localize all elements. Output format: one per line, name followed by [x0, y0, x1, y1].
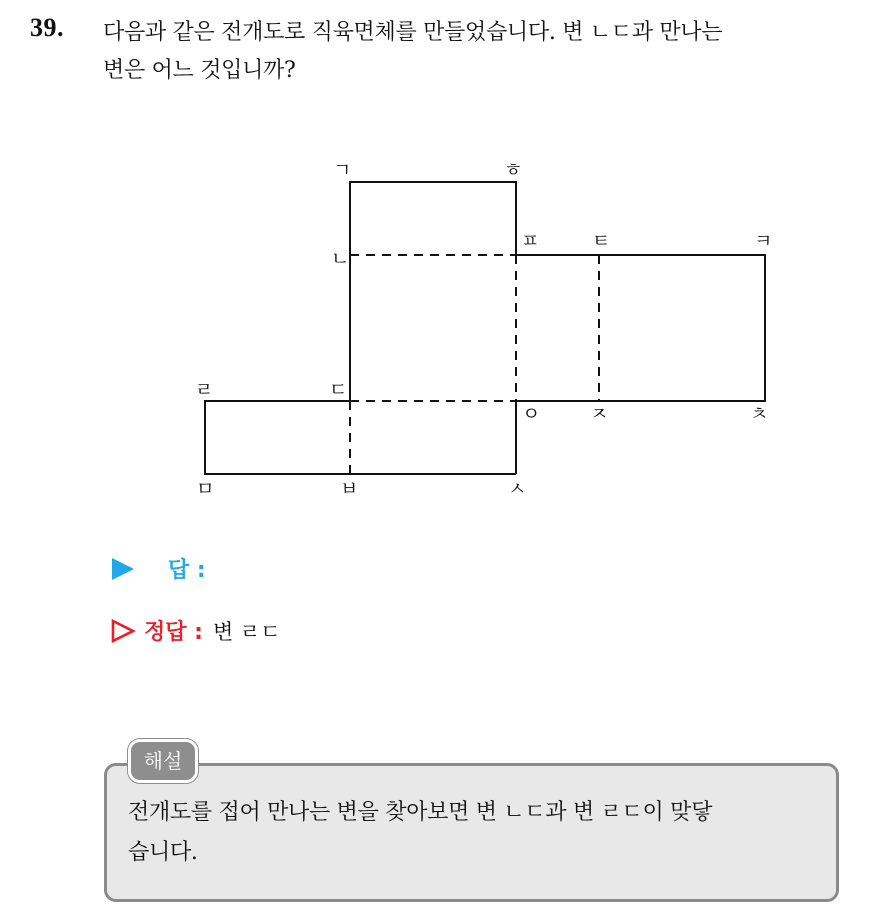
- vertex-label-p: ㅍ: [521, 230, 540, 252]
- vertex-label-s: ㅅ: [508, 478, 527, 500]
- question-line: 다음과 같은 전개도로 직육면체를 만들었습니다. 변 ㄴㄷ과 만나는: [103, 20, 723, 45]
- filled-triangle-icon: [110, 556, 136, 582]
- outline-bottom-face: [205, 401, 516, 474]
- vertex-label-ch: ㅊ: [750, 403, 769, 425]
- question-line: 변은 어느 것입니까?: [103, 58, 296, 83]
- answer-row: [110, 553, 216, 584]
- vertex-label-t: ㅌ: [592, 230, 611, 252]
- vertex-label-r: ㄹ: [195, 379, 214, 401]
- vertex-label-h: ㅎ: [504, 159, 523, 181]
- answer-label: 답 :: [168, 558, 206, 583]
- vertex-label-d: ㄷ: [329, 379, 348, 401]
- correct-answer-row: [110, 615, 281, 646]
- vertex-label-g: ㄱ: [333, 159, 352, 181]
- outline-triangle-icon: [110, 618, 136, 644]
- outline-top-face: [350, 182, 516, 401]
- outline-right-faces: [516, 255, 765, 474]
- correct-answer-label: 정답 :: [144, 620, 203, 645]
- question-number: 39.: [30, 13, 64, 42]
- vertex-label-j: ㅈ: [590, 403, 609, 425]
- vertex-label-m: ㅁ: [196, 478, 215, 500]
- vertex-label-o: ㅇ: [522, 403, 541, 425]
- vertex-label-k: ㅋ: [754, 230, 773, 252]
- vertex-label-n: ㄴ: [331, 248, 350, 270]
- explanation-line: 습니다.: [128, 840, 198, 865]
- fold-lines: [350, 255, 599, 474]
- explanation-tab: 해설: [128, 739, 198, 783]
- correct-answer-value: 변 ㄹㄷ: [212, 619, 281, 644]
- explanation-line: 전개도를 접어 만나는 변을 찾아보면 변 ㄴㄷ과 변 ㄹㄷ이 맞닿: [128, 800, 713, 825]
- vertex-label-b: ㅂ: [340, 478, 359, 500]
- explanation-text: [128, 793, 828, 873]
- net-outline: [205, 182, 765, 474]
